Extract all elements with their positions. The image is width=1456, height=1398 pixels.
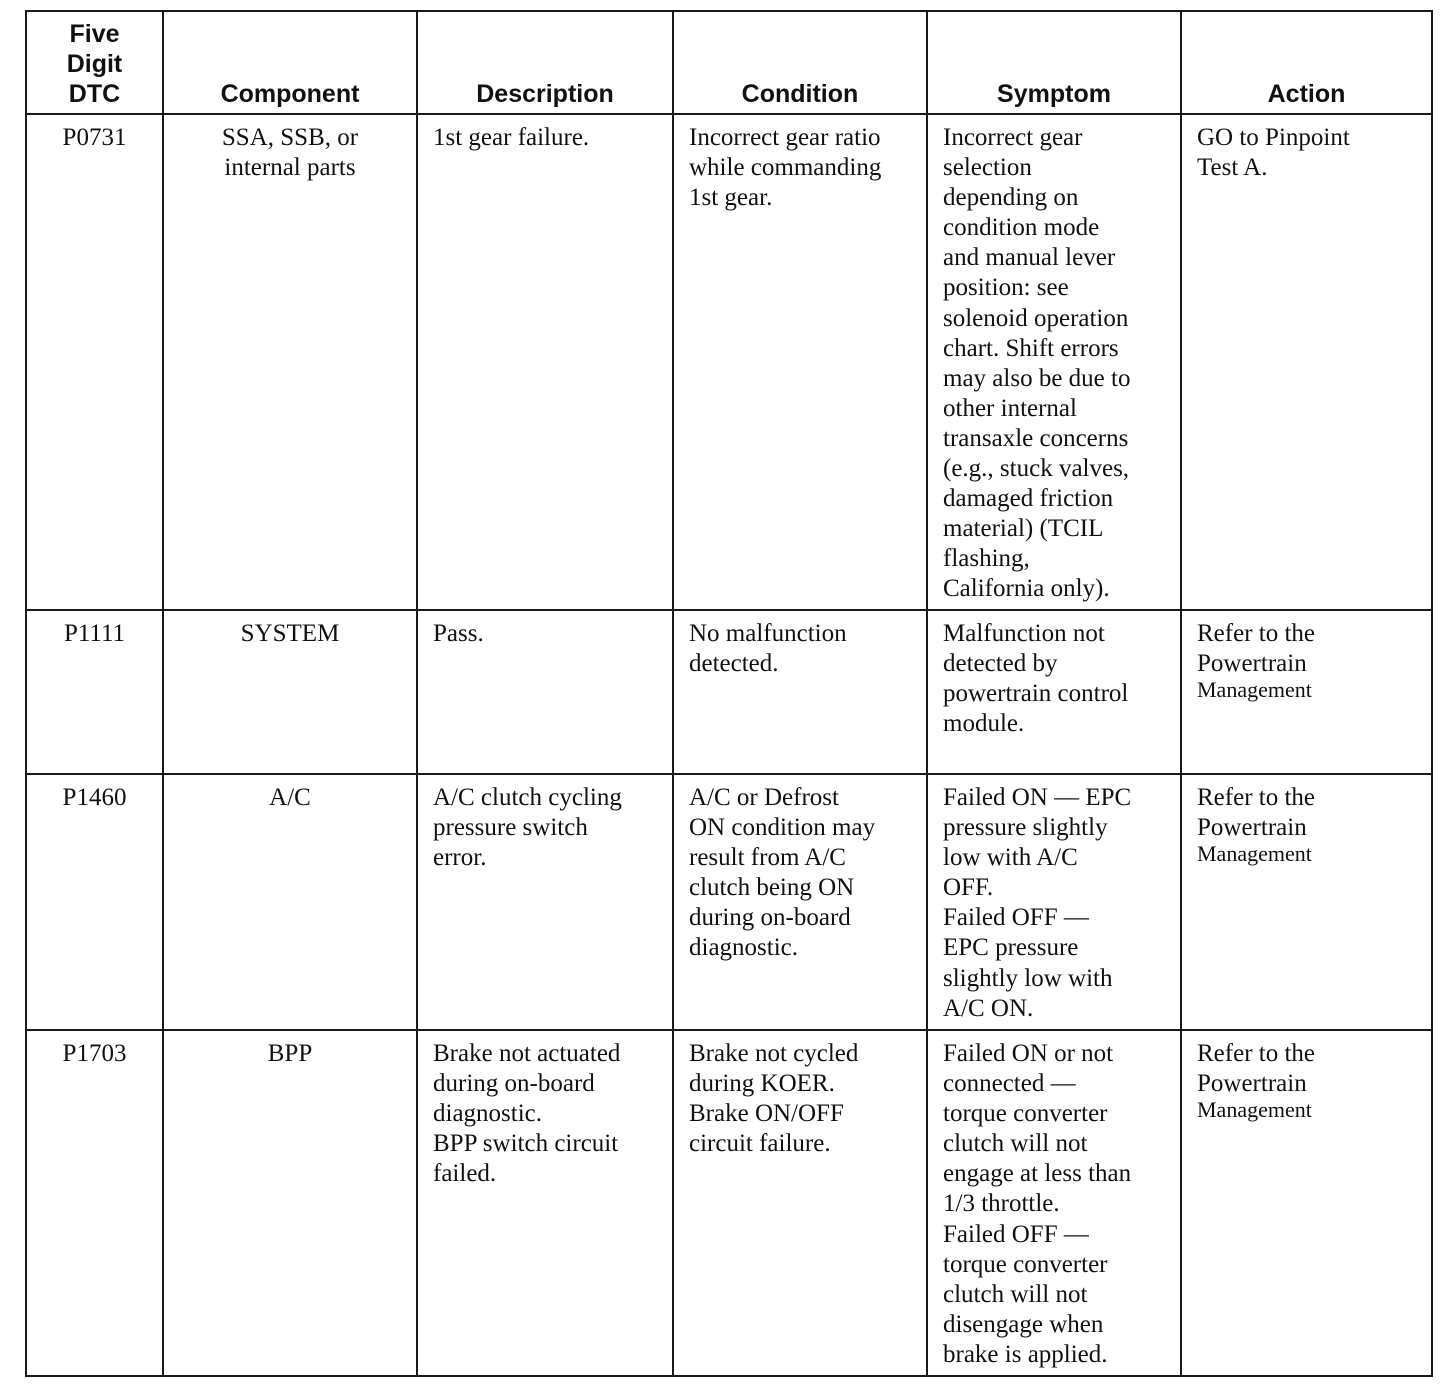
symptom-line: OFF. xyxy=(943,874,994,902)
action-line: Refer to the xyxy=(1197,784,1316,811)
action-line: Test A. xyxy=(1197,154,1268,182)
component-cell xyxy=(163,114,417,610)
symptom-line: depending on xyxy=(943,184,1079,212)
symptom-cell xyxy=(927,1030,1181,1376)
condition-line: diagnostic. xyxy=(689,934,799,962)
header-description: Description xyxy=(417,11,673,114)
symptom-line: selection xyxy=(943,154,1032,182)
condition-line: ON condition may xyxy=(689,814,876,842)
symptom-cell xyxy=(927,774,1181,1030)
symptom-cell xyxy=(927,114,1181,610)
description-cell xyxy=(417,610,673,774)
symptom-line: Failed ON — EPC xyxy=(943,784,1132,811)
symptom-line: detected by xyxy=(943,650,1058,678)
condition-line: while commanding xyxy=(689,154,882,182)
header-component: Component xyxy=(163,11,417,114)
component-cell xyxy=(163,774,417,1030)
table-row xyxy=(26,114,1432,610)
symptom-line: low with A/C xyxy=(943,844,1078,872)
symptom-line: torque converter xyxy=(943,1250,1108,1278)
dtc-code-cell: P1703 xyxy=(26,1030,163,1376)
symptom-cell xyxy=(927,610,1181,774)
condition-line: circuit failure. xyxy=(689,1130,831,1158)
action-line: Refer to the xyxy=(1197,620,1316,647)
table-row xyxy=(26,1030,1432,1376)
action-line: Refer to the xyxy=(1197,1040,1316,1067)
symptom-line: clutch will not xyxy=(943,1130,1088,1158)
description-cell xyxy=(417,774,673,1030)
symptom-line: material) (TCIL xyxy=(943,515,1104,543)
condition-line: No malfunction xyxy=(689,620,847,647)
condition-cell xyxy=(673,610,927,774)
component-line: A/C xyxy=(269,784,311,811)
component-line: SSA, SSB, or xyxy=(221,124,359,151)
condition-line: Incorrect gear ratio xyxy=(689,124,881,151)
condition-cell xyxy=(673,774,927,1030)
header-symptom: Symptom xyxy=(927,11,1181,114)
header-action: Action xyxy=(1181,11,1432,114)
header-dtc: Five Digit DTC xyxy=(26,11,163,114)
description-line: BPP switch circuit xyxy=(433,1130,619,1158)
symptom-line: position: see xyxy=(943,274,1069,302)
symptom-line: pressure slightly xyxy=(943,814,1108,842)
symptom-line: (e.g., stuck valves, xyxy=(943,455,1130,483)
condition-line: clutch being ON xyxy=(689,874,855,902)
symptom-line: solenoid operation xyxy=(943,304,1129,332)
header-condition: Condition xyxy=(673,11,927,114)
symptom-line: Malfunction not xyxy=(943,620,1105,647)
description-cell xyxy=(417,114,673,610)
description-line: Pass. xyxy=(433,620,484,647)
symptom-line: condition mode xyxy=(943,214,1100,242)
symptom-line: slightly low with xyxy=(943,964,1113,992)
symptom-line: and manual lever xyxy=(943,244,1116,272)
header-row xyxy=(26,11,1432,114)
symptom-line: chart. Shift errors xyxy=(943,334,1119,362)
dtc-code-cell: P1460 xyxy=(26,774,163,1030)
action-line: Powertrain xyxy=(1197,814,1307,842)
symptom-line: other internal xyxy=(943,394,1077,422)
symptom-line: powertrain control xyxy=(943,680,1129,708)
component-cell xyxy=(163,610,417,774)
action-cell xyxy=(1181,1030,1432,1376)
symptom-line: Failed OFF — xyxy=(943,1220,1089,1248)
dtc-table xyxy=(25,10,1433,1377)
symptom-line: engage at less than xyxy=(943,1160,1132,1188)
dtc-code-cell: P0731 xyxy=(26,114,163,610)
description-line: error. xyxy=(433,844,487,872)
action-small-line: Management xyxy=(1197,1097,1312,1123)
dtc-code-cell: P1111 xyxy=(26,610,163,774)
symptom-line: Failed OFF — xyxy=(943,904,1089,932)
action-cell xyxy=(1181,610,1432,774)
symptom-line: flashing, xyxy=(943,545,1030,573)
description-line: pressure switch xyxy=(433,814,588,842)
symptom-line: connected — xyxy=(943,1070,1076,1098)
condition-line: during on-board xyxy=(689,904,851,932)
table-row xyxy=(26,610,1432,774)
action-cell xyxy=(1181,774,1432,1030)
table-row xyxy=(26,774,1432,1030)
description-line: 1st gear failure. xyxy=(433,124,590,151)
condition-line: Brake not cycled xyxy=(689,1040,859,1067)
condition-line: result from A/C xyxy=(689,844,846,872)
symptom-line: A/C ON. xyxy=(943,994,1034,1022)
condition-line: A/C or Defrost xyxy=(689,784,839,811)
description-cell xyxy=(417,1030,673,1376)
table-body xyxy=(26,114,1432,1376)
action-line: GO to Pinpoint xyxy=(1197,124,1350,151)
condition-line: detected. xyxy=(689,650,779,678)
symptom-line: brake is applied. xyxy=(943,1340,1108,1368)
symptom-line: Incorrect gear xyxy=(943,124,1083,151)
symptom-line: damaged friction xyxy=(943,485,1114,513)
action-line: Powertrain xyxy=(1197,1070,1307,1098)
symptom-line: disengage when xyxy=(943,1310,1104,1338)
action-small-line: Management xyxy=(1197,841,1312,867)
action-small-line: Management xyxy=(1197,677,1312,703)
component-line: SYSTEM xyxy=(240,620,340,647)
action-line: Powertrain xyxy=(1197,650,1307,678)
component-cell xyxy=(163,1030,417,1376)
description-line: A/C clutch cycling xyxy=(433,784,622,811)
action-cell xyxy=(1181,114,1432,610)
symptom-line: clutch will not xyxy=(943,1280,1088,1308)
symptom-line: torque converter xyxy=(943,1100,1108,1128)
symptom-line: transaxle concerns xyxy=(943,424,1129,452)
condition-cell xyxy=(673,1030,927,1376)
symptom-line: 1/3 throttle. xyxy=(943,1190,1060,1218)
symptom-line: Failed ON or not xyxy=(943,1040,1114,1067)
description-line: during on-board xyxy=(433,1070,595,1098)
condition-line: 1st gear. xyxy=(689,184,773,212)
symptom-line: may also be due to xyxy=(943,364,1131,392)
symptom-line: California only). xyxy=(943,575,1110,603)
symptom-line: EPC pressure xyxy=(943,934,1079,962)
condition-line: Brake ON/OFF xyxy=(689,1100,844,1128)
component-line: BPP xyxy=(267,1040,313,1067)
description-line: Brake not actuated xyxy=(433,1040,621,1067)
component-line: internal parts xyxy=(224,154,356,182)
condition-line: during KOER. xyxy=(689,1070,835,1098)
symptom-line: module. xyxy=(943,710,1025,738)
condition-cell xyxy=(673,114,927,610)
description-line: diagnostic. xyxy=(433,1100,543,1128)
description-line: failed. xyxy=(433,1160,497,1188)
